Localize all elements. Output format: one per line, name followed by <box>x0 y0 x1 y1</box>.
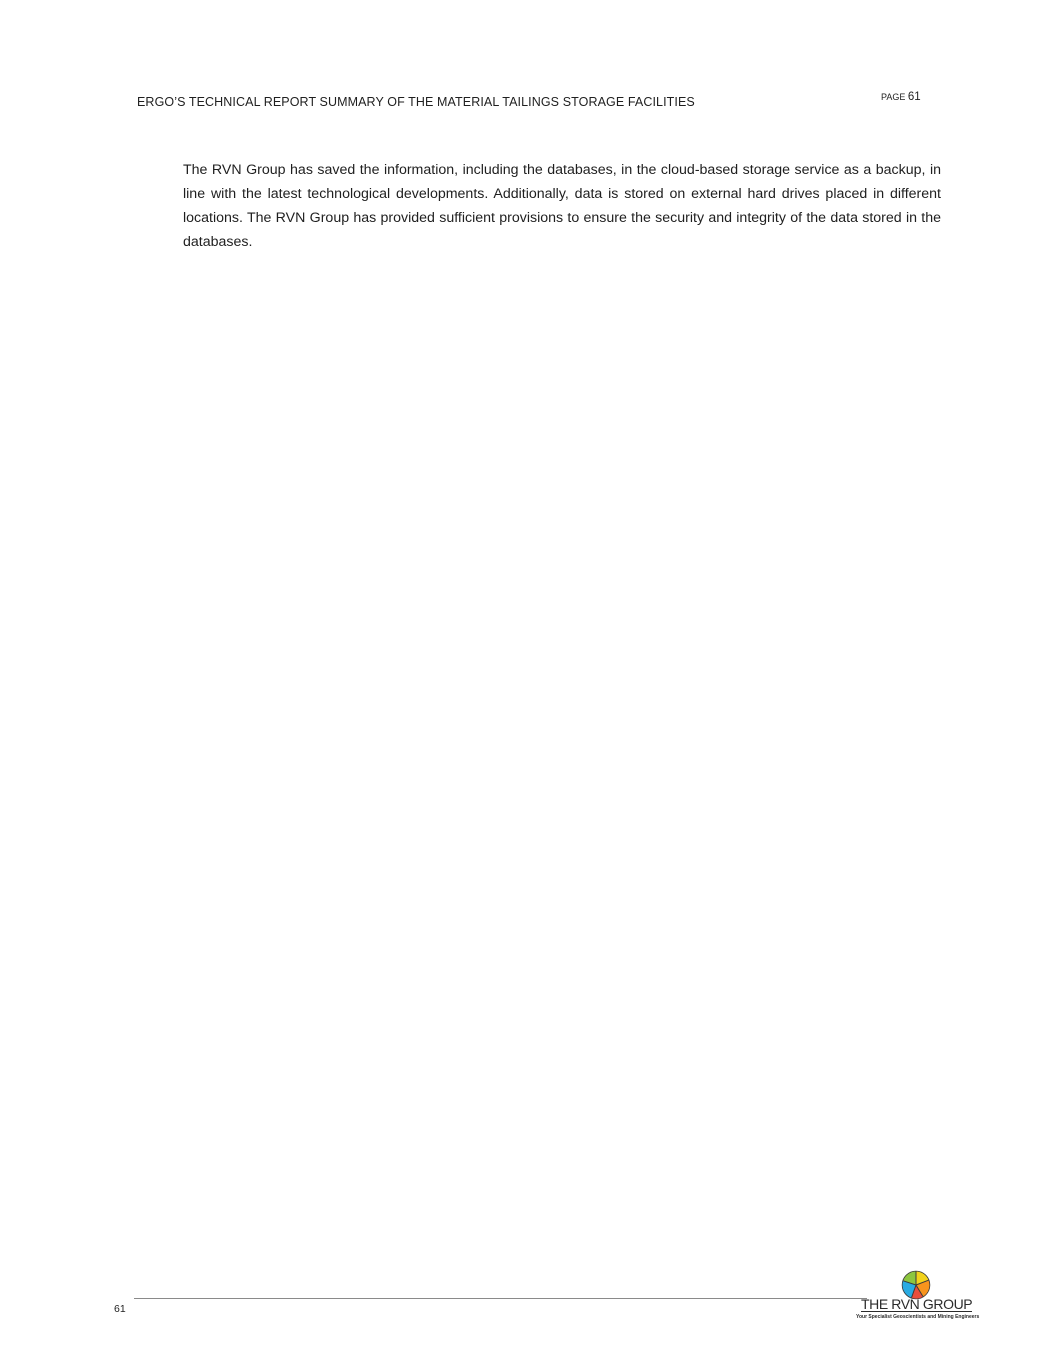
logo-tagline-text: Your Specialist Geoscientists and Mining Engineers <box>856 1314 980 1320</box>
footer-divider <box>134 1298 867 1299</box>
header-page-number: 61 <box>907 91 921 103</box>
header-page-indicator <box>881 91 921 103</box>
header-page-label: PAGE <box>881 92 906 102</box>
footer-page-number: 61 <box>114 1303 126 1315</box>
running-header-title: ERGO’S TECHNICAL REPORT SUMMARY OF THE MATERIAL TAILINGS STORAGE FACILITIES <box>137 95 695 109</box>
rvn-group-logo <box>855 1270 980 1322</box>
logo-name-text: THE RVN GROUP <box>861 1296 973 1312</box>
body-paragraph: The RVN Group has saved the information, including the databases, in the cloud-based storage service as a backup, in line with the latest technological developments. Additionally, data is stored on external hard drives placed in different locations. The RVN Group has provided sufficient provisions to ensure the security and integrity of the data stored in the databases. <box>183 162 941 250</box>
